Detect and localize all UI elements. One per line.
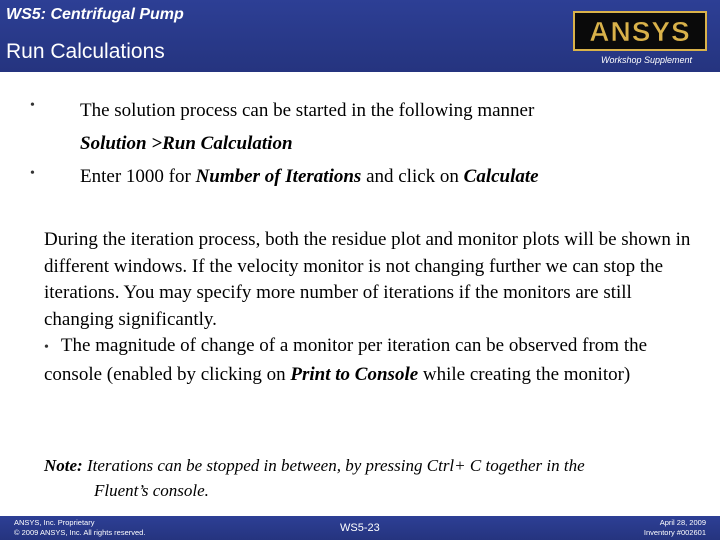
inventory-text: Inventory #002601 [643,528,706,537]
copyright-text: © 2009 ANSYS, Inc. All rights reserved. [14,528,146,537]
note-label: Note: [44,456,83,475]
bullet-2-mid: and click on [361,166,464,187]
body-paragraph [44,227,694,388]
footer-right [644,518,706,538]
workshop-supplement-label: Workshop Supplement [600,55,692,65]
proprietary-text: ANSYS, Inc. Proprietary [14,518,95,527]
note-line-1: Iterations can be stopped in between, by pressing Ctrl+ C together in the [82,456,585,475]
paragraph-bullet-text-b: while creating the monitor) [418,363,631,385]
bullet-dot: • [30,98,35,113]
slide-title: Run Calculations [6,40,165,63]
bullet-1-line-1: The solution process can be started in the following manner [80,100,535,121]
logo-text: ANSYS [589,16,691,46]
note-block [44,453,694,503]
bullet-dot: • [30,166,35,181]
header-bar [0,0,720,72]
bullet-1-line-2: Solution >Run Calculation [80,133,293,154]
ansys-logo [573,11,707,51]
paragraph-bullet-text-a: The magnitude of change of a monitor per iteration can be observed from the console (enabled by clicking on [44,335,648,385]
bullet-2-emph-1: Number of Iterations [195,166,362,187]
page-number: WS5-23 [340,522,380,534]
footer-bar [0,516,720,540]
bullet-2-emph-2: Calculate [463,166,539,187]
workshop-title: WS5: Centrifugal Pump [6,6,184,23]
bullet-dot: • [44,340,49,355]
footer-left [14,518,145,538]
print-to-console-text: Print to Console [290,363,419,385]
note-line-2: Fluent’s console. [94,481,209,500]
date-text: April 28, 2009 [659,518,706,527]
paragraph-text: During the iteration process, both the residue plot and monitor plots will be shown in different windows. If the velocity monitor is not changing further we can stop the iterations. You may specify more number of iterations if the monitors are still changing significantly. [44,229,691,330]
bullet-2-prefix: Enter 1000 for [80,166,196,187]
bullet-2 [80,166,539,188]
ansys-logo-mark [577,16,703,46]
